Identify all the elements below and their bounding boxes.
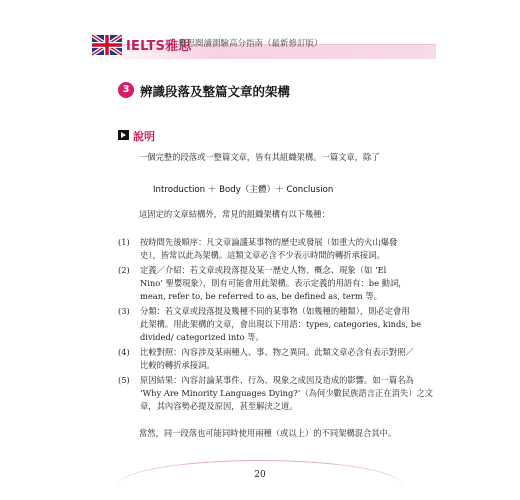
item-line: 比較的轉折承接詞。 [140,360,215,370]
book-title: 雅思閱讀測驗高分指南（最新修訂版） [178,39,323,49]
item-line: divided/ categorized into 等。 [140,332,264,342]
page-number: 20 [254,470,266,480]
item-line: mean, refer to, be referred to as, be defined as, term 等。 [140,291,382,301]
item-line: 按時間先後順序：凡文章論議某事物的歷史或發展（如重大的火山爆發 [140,237,398,247]
intro-paragraph: 一個完整的段落或一整篇文章，皆有其組織架構。一篇文章，除了 [139,152,380,162]
union-jack-icon [92,34,122,56]
item-line: 分類：若文章或段落提及幾種不同的某事物（如幾種的種類），則必定會用 [140,306,410,316]
item-line: Nino’ 聖嬰現象），則有可能會用此架構。表示定義的用語有：be 動詞， [140,278,407,288]
arrow-box-icon [118,130,129,140]
item-number: (5) [118,375,130,385]
lead-paragraph: 這固定的文章結構外，常見的組織架構有以下幾種： [139,209,330,219]
closing-paragraph: 當然，同一段落也可能同時使用兩種（或以上）的不同架構混合其中。 [139,428,397,438]
item-line: 史），皆常以此為架構。這類文章必含不少表示時間的轉折承接詞。 [140,250,385,260]
structure-formula: Introduction ＋ Body（主體）＋ Conclusion [153,185,334,195]
item-line: 定義／介紹：若文章或段落提及某一歷史人物、概念、現象（如 ‘El [140,265,387,275]
explanation-label: 說明 [133,130,155,143]
item-line: 原因結果：內容討論某事件、行為、現象之成因及造成的影響。如一篇名為 [140,375,414,385]
item-line: ‘Why Are Minority Languages Dying?’（為何少數民族語言正在消失）之文 [140,388,434,398]
item-number: (4) [118,347,130,357]
item-line: 此架構。用此架構的文章，會出現以下用語：types, categories, kinds, be [140,319,422,329]
item-number: (1) [118,237,130,247]
item-line: 比較對照：內容涉及某兩種人、事、物之異同。此類文章必含有表示對照／ [140,347,414,357]
item-number: (3) [118,306,130,316]
item-line: 章，其內容勢必提及原因，甚至解決之道。 [140,401,298,411]
section-number-badge: 3 [118,82,134,98]
section-title: 辨識段落及整篇文章的架構 [140,84,291,99]
item-number: (2) [118,265,130,275]
logo-text: IELTS雅思 [126,39,192,54]
